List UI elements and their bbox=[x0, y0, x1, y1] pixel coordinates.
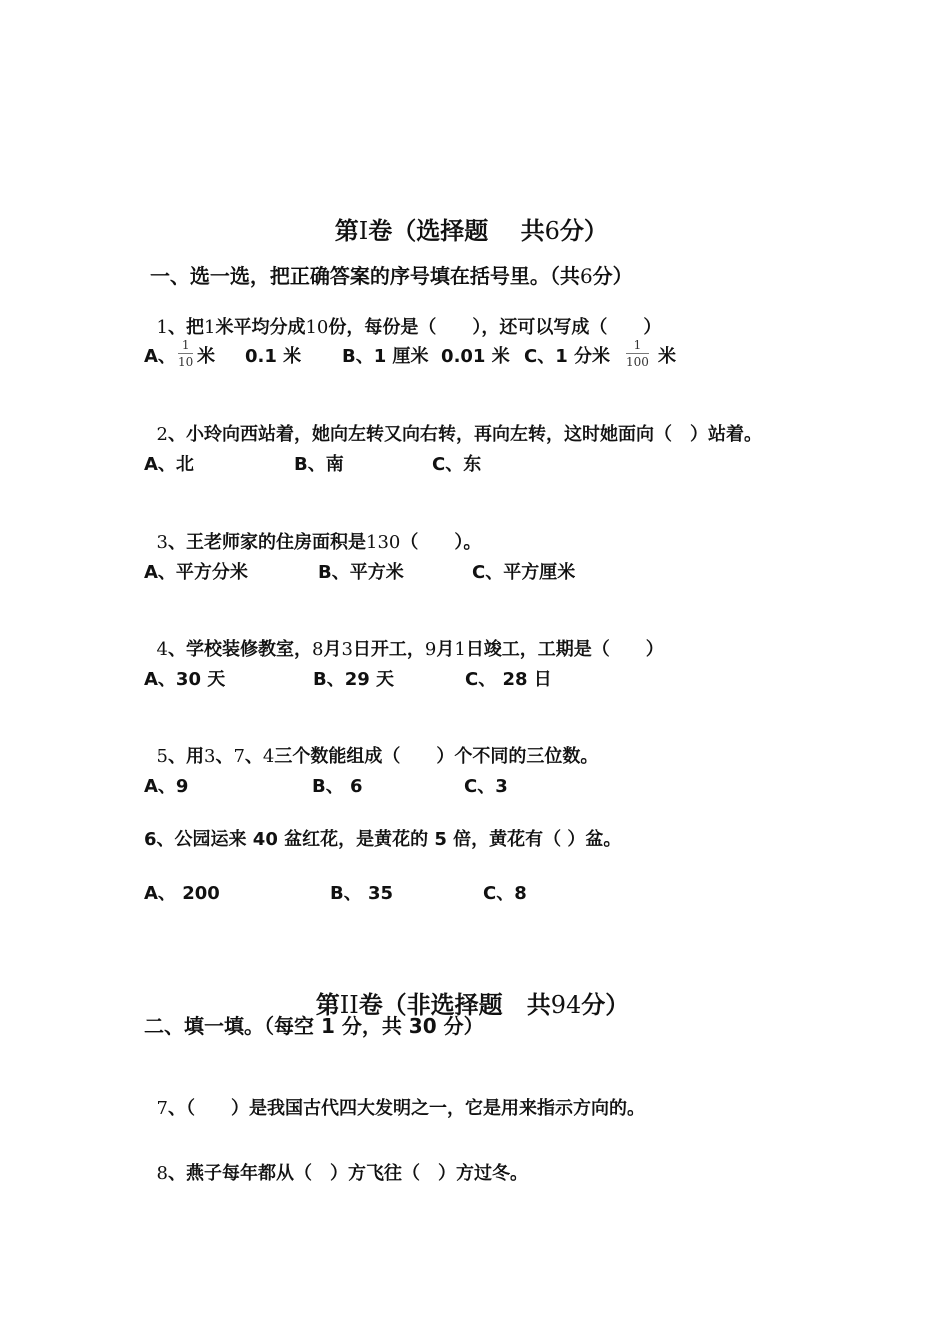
question-1: 1、把1米平均分成10份，每份是（ ），还可以写成（ ） bbox=[156, 317, 662, 338]
q1-option-b: B、1 厘米 0.01 米 bbox=[342, 346, 510, 367]
section1-heading: 一、选一选，把正确答案的序号填在括号里。（共6分） bbox=[149, 264, 633, 288]
question-7: 7、（ ）是我国古代四大发明之一，它是用来指示方向的。 bbox=[156, 1098, 645, 1119]
q1-option-a-label: A、 bbox=[144, 346, 176, 367]
q4-option-c: C、 28 日 bbox=[465, 669, 552, 690]
q1-option-a-decimal: 0.1 米 bbox=[245, 346, 302, 367]
q3-option-a: A、平方分米 bbox=[144, 562, 248, 583]
section2-heading: 二、填一填。（每空 1 分，共 30 分） bbox=[144, 1014, 484, 1038]
q4-option-a: A、30 天 bbox=[144, 669, 226, 690]
q1-option-c-fraction: 1 100 bbox=[626, 338, 649, 369]
part1-title: 第I卷（选择题 共6分） bbox=[334, 217, 608, 245]
q2-option-c: C、东 bbox=[432, 454, 482, 475]
q4-option-b: B、29 天 bbox=[313, 669, 395, 690]
q6-option-a: A、 200 bbox=[144, 883, 220, 904]
q2-option-a: A、北 bbox=[144, 454, 194, 475]
q1-option-c-unit: 米 bbox=[658, 346, 676, 367]
q1-option-a-fraction: 1 10 bbox=[178, 338, 194, 369]
question-4: 4、学校装修教室，8月3日开工，9月1日竣工，工期是（ ） bbox=[156, 639, 664, 660]
question-8: 8、燕子每年都从（ ）方飞往（ ）方过冬。 bbox=[156, 1163, 528, 1184]
q3-option-b: B、平方米 bbox=[318, 562, 404, 583]
q5-option-c: C、3 bbox=[464, 776, 508, 797]
q1-option-a-unit: 米 bbox=[197, 346, 215, 367]
q3-option-c: C、平方厘米 bbox=[472, 562, 576, 583]
question-6: 6、公园运来 40 盆红花，是黄花的 5 倍，黄花有（ ）盆。 bbox=[144, 829, 622, 850]
question-5: 5、用3、7、4三个数能组成（ ）个不同的三位数。 bbox=[156, 746, 599, 767]
question-2: 2、小玲向西站着，她向左转又向右转，再向左转，这时她面向（ ）站着。 bbox=[156, 424, 762, 445]
q1-option-c-label: C、1 分米 bbox=[524, 346, 611, 367]
question-3: 3、王老师家的住房面积是130（ ）。 bbox=[156, 532, 482, 553]
q6-option-c: C、8 bbox=[483, 883, 527, 904]
part2-title: 第II卷（非选择题 共94分） bbox=[315, 991, 630, 1019]
q5-option-a: A、9 bbox=[144, 776, 189, 797]
q5-option-b: B、 6 bbox=[312, 776, 363, 797]
q6-option-b: B、 35 bbox=[330, 883, 394, 904]
q2-option-b: B、南 bbox=[294, 454, 344, 475]
